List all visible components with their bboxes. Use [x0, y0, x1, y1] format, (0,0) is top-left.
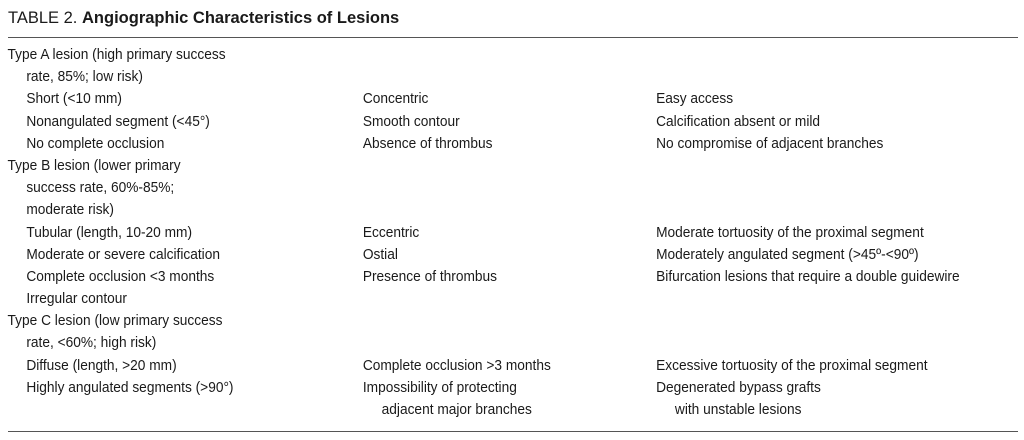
- table-number: TABLE 2.: [8, 9, 78, 27]
- cell-col3: Excessive tortuosity of the proximal segment: [656, 357, 928, 374]
- cell-col3: Moderate tortuosity of the proximal segment: [656, 224, 924, 241]
- cell-col3: Degenerated bypass grafts: [656, 379, 821, 396]
- group-heading-continuation: rate, 85%; low risk): [26, 69, 143, 86]
- table-row: [0, 332, 963, 354]
- cell-col3: Bifurcation lesions that require a double guidewire: [656, 268, 960, 285]
- table-row: [0, 88, 963, 110]
- group-heading-continuation: moderate risk): [26, 202, 114, 219]
- table-row: [0, 155, 963, 177]
- cell-col1: Diffuse (length, >20 mm): [26, 357, 177, 374]
- group-heading-continuation: rate, <60%; high risk): [26, 335, 157, 352]
- cell-col2: Absence of thrombus: [362, 135, 493, 152]
- cell-col1: Tubular (length, 10-20 mm): [26, 224, 193, 241]
- cell-col3-continuation: with unstable lesions: [674, 402, 802, 418]
- cell-col3: Easy access: [656, 91, 734, 108]
- cell-col2: Concentric: [362, 91, 429, 108]
- table-row: [0, 44, 963, 66]
- cell-col1: Irregular contour: [26, 291, 127, 308]
- table-row: [0, 244, 963, 266]
- cell-col2: Ostial: [362, 246, 398, 263]
- table-row: [0, 133, 963, 155]
- cell-col3: No compromise of adjacent branches: [656, 135, 884, 152]
- table-row: [0, 111, 963, 133]
- table-row: [0, 310, 963, 332]
- table-caption: Angiographic Characteristics of Lesions: [82, 9, 400, 27]
- table-title: [8, 7, 399, 29]
- group-heading-type-a: Type A lesion (high primary success: [7, 47, 226, 63]
- cell-col2: Impossibility of protecting: [362, 379, 517, 396]
- group-heading-type-b: Type B lesion (lower primary: [7, 157, 181, 174]
- cell-col3: Moderately angulated segment (>45º-<90º): [656, 246, 919, 263]
- table-row: [0, 399, 963, 421]
- cell-col2: Complete occlusion >3 months: [362, 357, 551, 374]
- bottom-rule: [8, 431, 1018, 432]
- table-row: [0, 377, 963, 399]
- cell-col2: Smooth contour: [362, 113, 460, 130]
- cell-col3: Calcification absent or mild: [656, 113, 821, 130]
- cell-col2: Eccentric: [362, 224, 420, 241]
- top-rule: [8, 37, 1018, 38]
- table-row: [0, 355, 963, 377]
- cell-col2-continuation: adjacent major branches: [381, 402, 532, 418]
- cell-col1: Moderate or severe calcification: [26, 246, 220, 263]
- cell-col1: Short (<10 mm): [26, 91, 122, 108]
- table-body: [0, 44, 963, 421]
- table-row: [0, 199, 963, 221]
- table-row: [0, 222, 963, 244]
- cell-col1: Nonangulated segment (<45°): [26, 113, 210, 130]
- table-row: [0, 66, 963, 88]
- cell-col1: No complete occlusion: [26, 135, 165, 152]
- group-heading-continuation: success rate, 60%-85%;: [26, 180, 175, 197]
- cell-col1: Complete occlusion <3 months: [26, 268, 215, 285]
- cell-col1: Highly angulated segments (>90°): [26, 379, 234, 396]
- table-row: [0, 177, 963, 199]
- cell-col2: Presence of thrombus: [362, 268, 498, 285]
- table-row: [0, 266, 963, 288]
- group-heading-type-c: Type C lesion (low primary success: [7, 313, 223, 330]
- table-row: [0, 288, 963, 310]
